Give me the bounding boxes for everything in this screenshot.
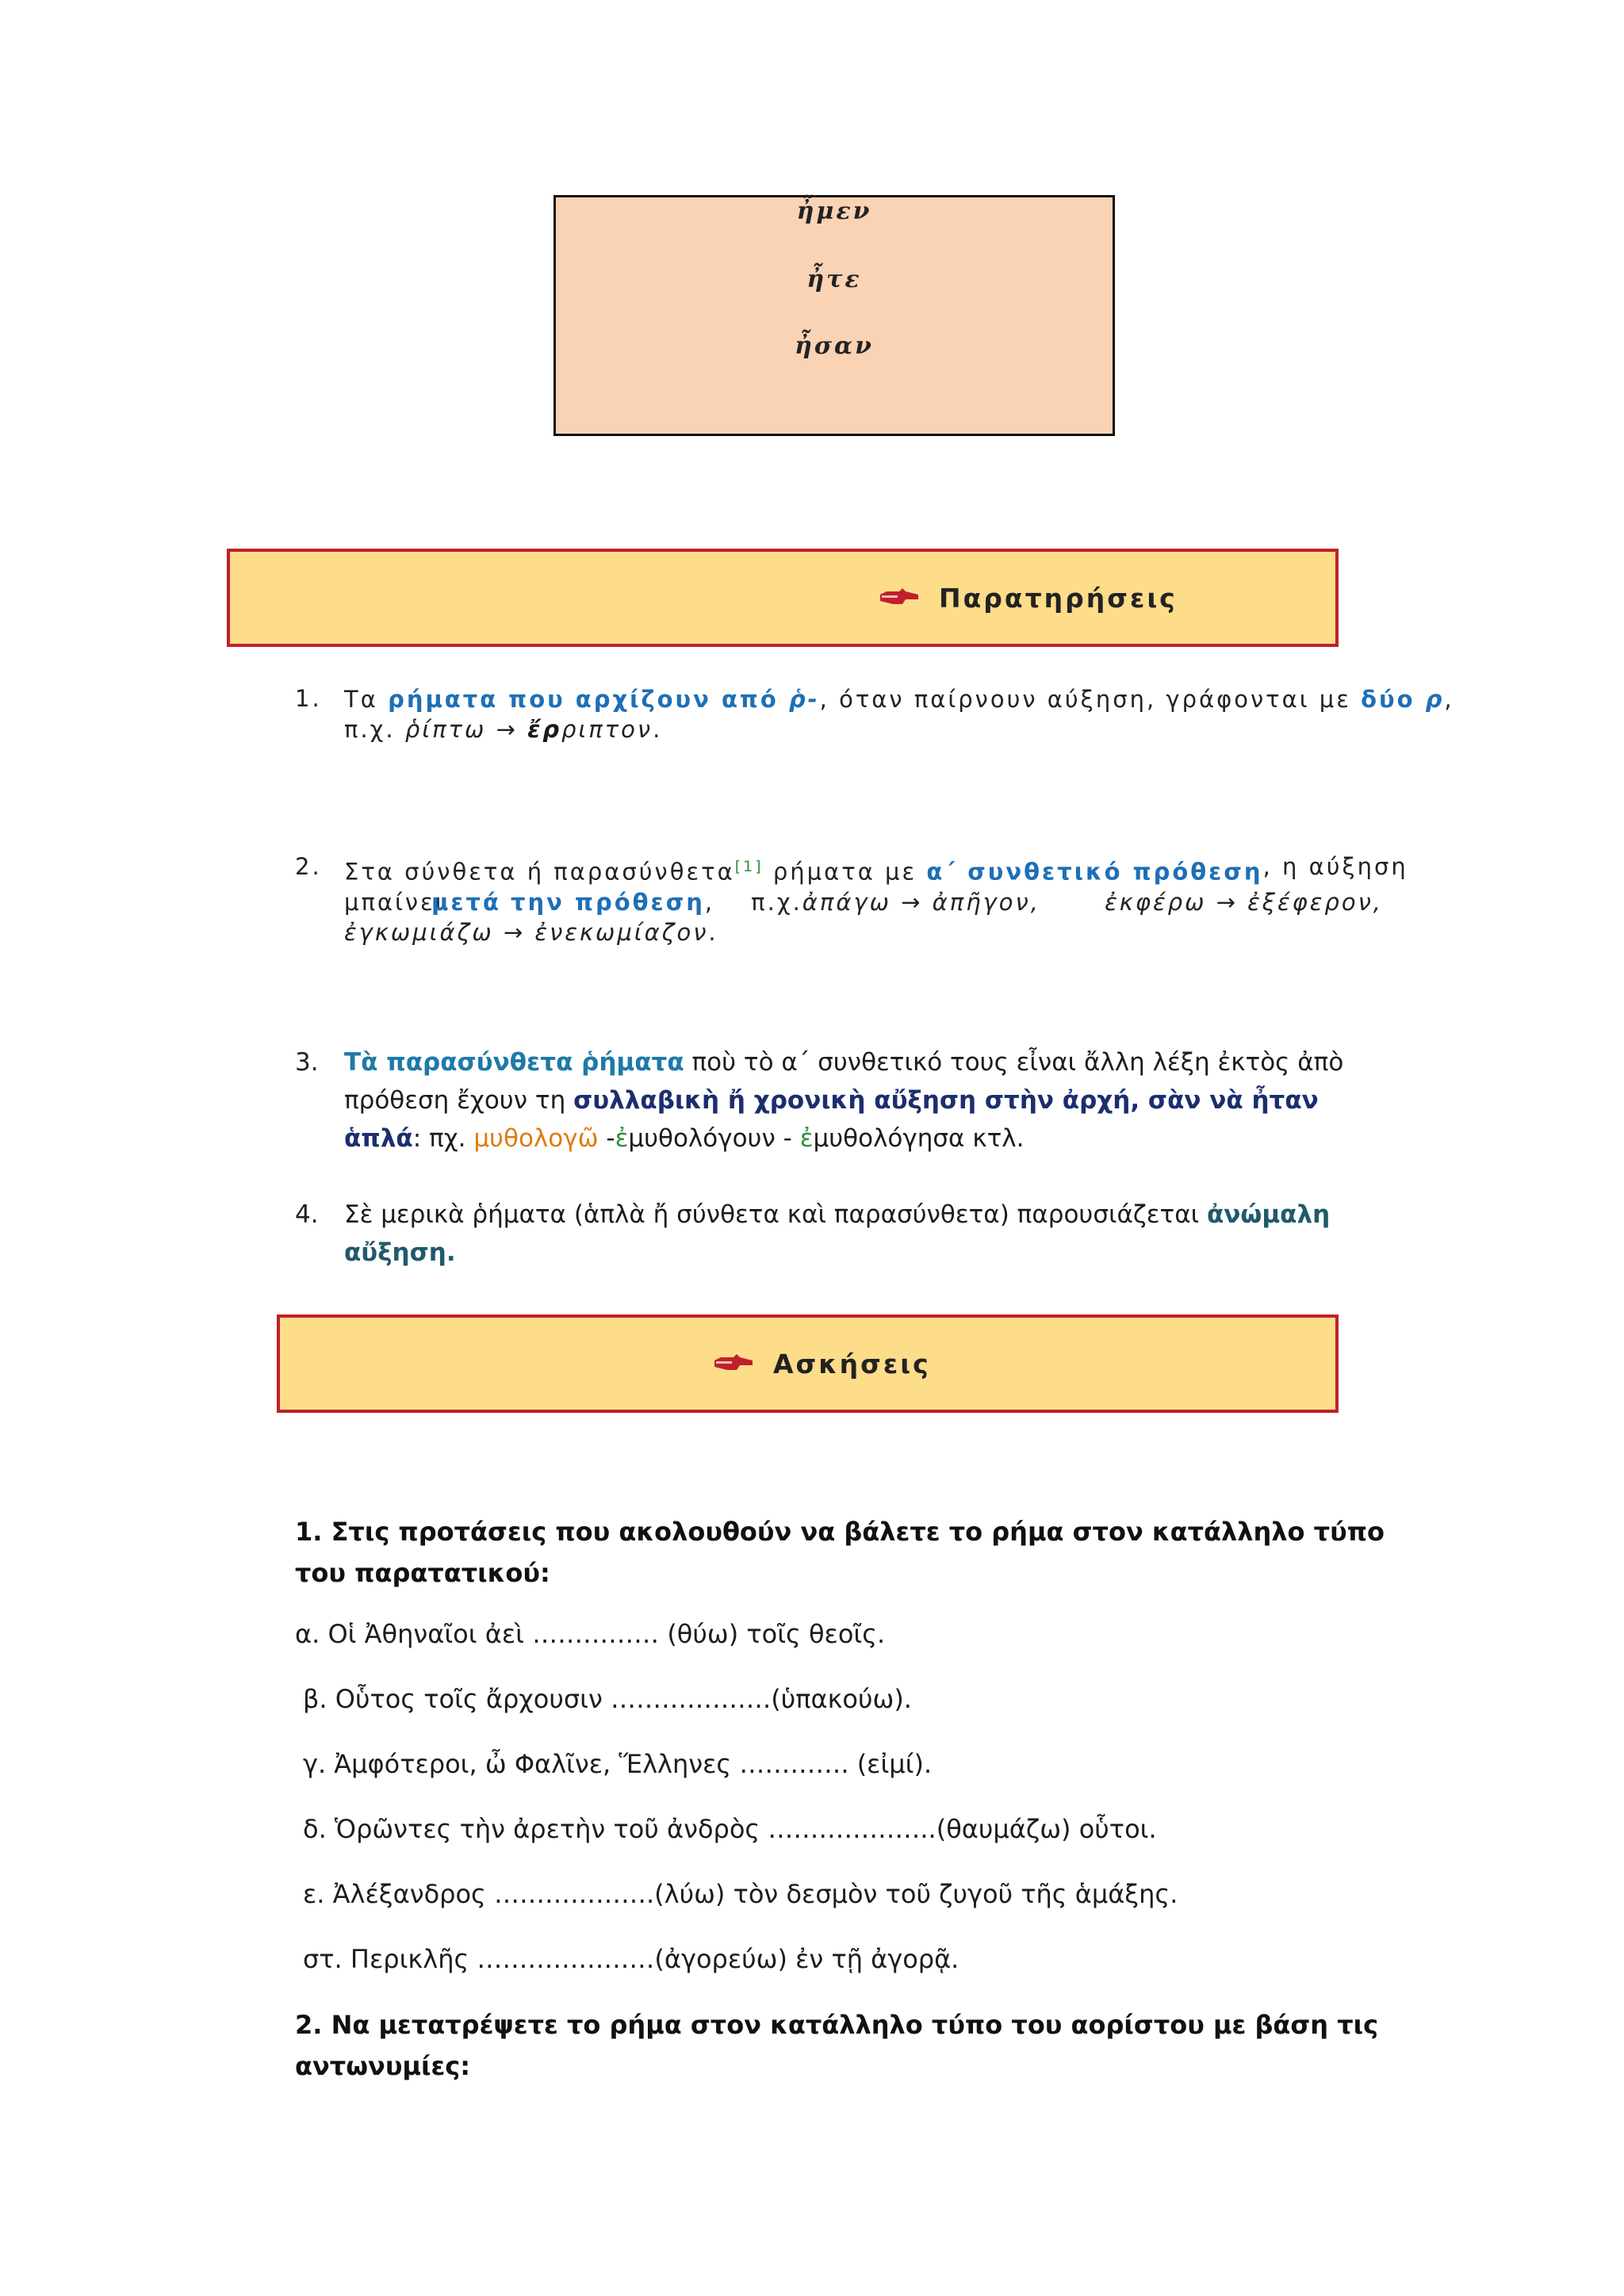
text: μυθολόγησα κτλ. [813, 1124, 1025, 1153]
exercise-item: α. Οἱ Ἀθηναῖοι ἀεὶ …………… (θύω) τοῖς θεοῖς. [295, 1619, 886, 1649]
highlight-text: αὔξηση. [344, 1238, 456, 1267]
exercise-item: β. Οὗτος τοῖς ἄρχουσιν ……………….(ὑπακούω). [303, 1684, 912, 1714]
example-word: ἀπάγω → ἀπῆγον, [802, 888, 1040, 916]
observations-title: Παρατηρήσεις [939, 582, 1178, 614]
pointing-hand-icon [879, 587, 920, 609]
example-word: μυθολογῶ [473, 1124, 599, 1153]
text: π.χ. [344, 716, 405, 743]
exercises-title: Ασκήσεις [773, 1348, 931, 1380]
text: μπαίνει [344, 888, 446, 916]
highlight-text: την πρόθεση [511, 888, 705, 916]
exercises-banner [277, 1314, 1339, 1413]
text: , [704, 888, 715, 916]
text: , όταν παίρνουν αύξηση, γράφονται με [819, 686, 1362, 713]
example-word: ριπτον [561, 716, 653, 743]
observation-4 [344, 1196, 1391, 1272]
highlight-text: Τὰ παρασύνθετα ῥήματα [344, 1048, 684, 1077]
exercise-item: ε. Ἀλέξανδρος ……………….(λύω) τὸν δεσμὸν τοῦ ζυγοῦ τῆς ἁμάξης. [303, 1879, 1178, 1909]
observation-2 [344, 851, 1408, 947]
observations-banner [227, 549, 1339, 647]
text: : πχ. [412, 1124, 474, 1153]
example-word: ἐκφέρω → ἐξέφερον, [1105, 888, 1383, 916]
text: . [653, 716, 663, 743]
text: , [1444, 686, 1454, 713]
text: . [708, 918, 718, 946]
conjugation-line: ἦμεν [796, 197, 872, 225]
exercise-2-title: 2. Να μετατρέψετε το ρήμα στον κατάλληλο τύπο του αορίστου με βάση τις αντωνυμίες: [295, 2010, 1379, 2081]
augment-letter: ἐ [615, 1124, 629, 1153]
list-number: 3. [295, 1048, 319, 1077]
conjugation-line: ἦτε [806, 266, 862, 293]
exercise-1-title: 1. Στις προτάσεις που ακολουθούν να βάλετε το ρήμα στον κατάλληλο τύπο του παρατατικού: [295, 1517, 1385, 1588]
list-number: 4. [295, 1200, 319, 1229]
exercise-item: δ. Ὁρῶντες τὴν ἀρετὴν τοῦ ἀνδρὸς ………………..(θαυμάζω) οὗτοι. [303, 1814, 1157, 1844]
pointing-hand-icon [713, 1353, 754, 1375]
highlight-text: συλλαβικὴ ἤ χρονικὴ αὔξηση στὴν ἀρχή, σὰν νὰ ἦταν [573, 1086, 1319, 1115]
observation-3 [344, 1043, 1391, 1158]
conjugation-box [553, 195, 1115, 436]
text: Σὲ μερικὰ ῥήματα (ἁπλὰ ἤ σύνθετα καὶ παρασύνθετα) παρουσιάζεται [344, 1200, 1207, 1229]
example-word: ἐγκωμιάζω → ἐνεκωμίαζον [344, 918, 709, 946]
conjugation-line: ἦσαν [795, 332, 874, 360]
text: - [598, 1124, 615, 1153]
example-word: ῥίπτω [404, 716, 487, 743]
footnote-link[interactable]: [1] [734, 858, 764, 875]
highlight-text: ἔρ [527, 716, 561, 743]
text: Τα [344, 686, 389, 713]
exercise-item: γ. Ἀμφότεροι, ὦ Φαλῖνε, Ἕλληνες …………. (εἰμί). [303, 1749, 933, 1779]
text: Στα σύνθετα ή παρασύνθετα [344, 858, 735, 886]
highlight-text: ἁπλά [344, 1124, 413, 1153]
text: ρήματα με [763, 858, 927, 886]
highlight-text: α΄ συνθετικό πρόθεση [926, 858, 1263, 886]
text: , η αύξηση [1262, 853, 1408, 880]
arrow-text: → [486, 716, 528, 743]
text: πρόθεση ἔχουν τη [344, 1086, 574, 1115]
list-number: 2. [295, 853, 322, 880]
exercise-item: στ. Περικλῆς …………………(ἀγορεύω) ἐν τῇ ἀγορᾷ. [303, 1944, 959, 1974]
highlight-text: ῥ- [788, 686, 820, 713]
highlight-text: μετά [431, 888, 501, 916]
highlight-text: ρ [1425, 686, 1445, 713]
highlight-text: δύο [1361, 686, 1426, 713]
text: π.χ. [751, 888, 802, 916]
text: μυθολόγουν - [628, 1124, 800, 1153]
text: ποὺ τὸ α΄ συνθετικό τους εἶναι ἄλλη λέξη ἐκτὸς ἀπὸ [684, 1048, 1344, 1077]
list-number: 1. [295, 685, 322, 712]
highlight-text: ἀνώμαλη [1206, 1200, 1331, 1229]
highlight-text: ρήματα που αρχίζουν από [388, 686, 789, 713]
augment-letter: ἐ [799, 1124, 814, 1153]
observation-1 [344, 684, 1454, 744]
